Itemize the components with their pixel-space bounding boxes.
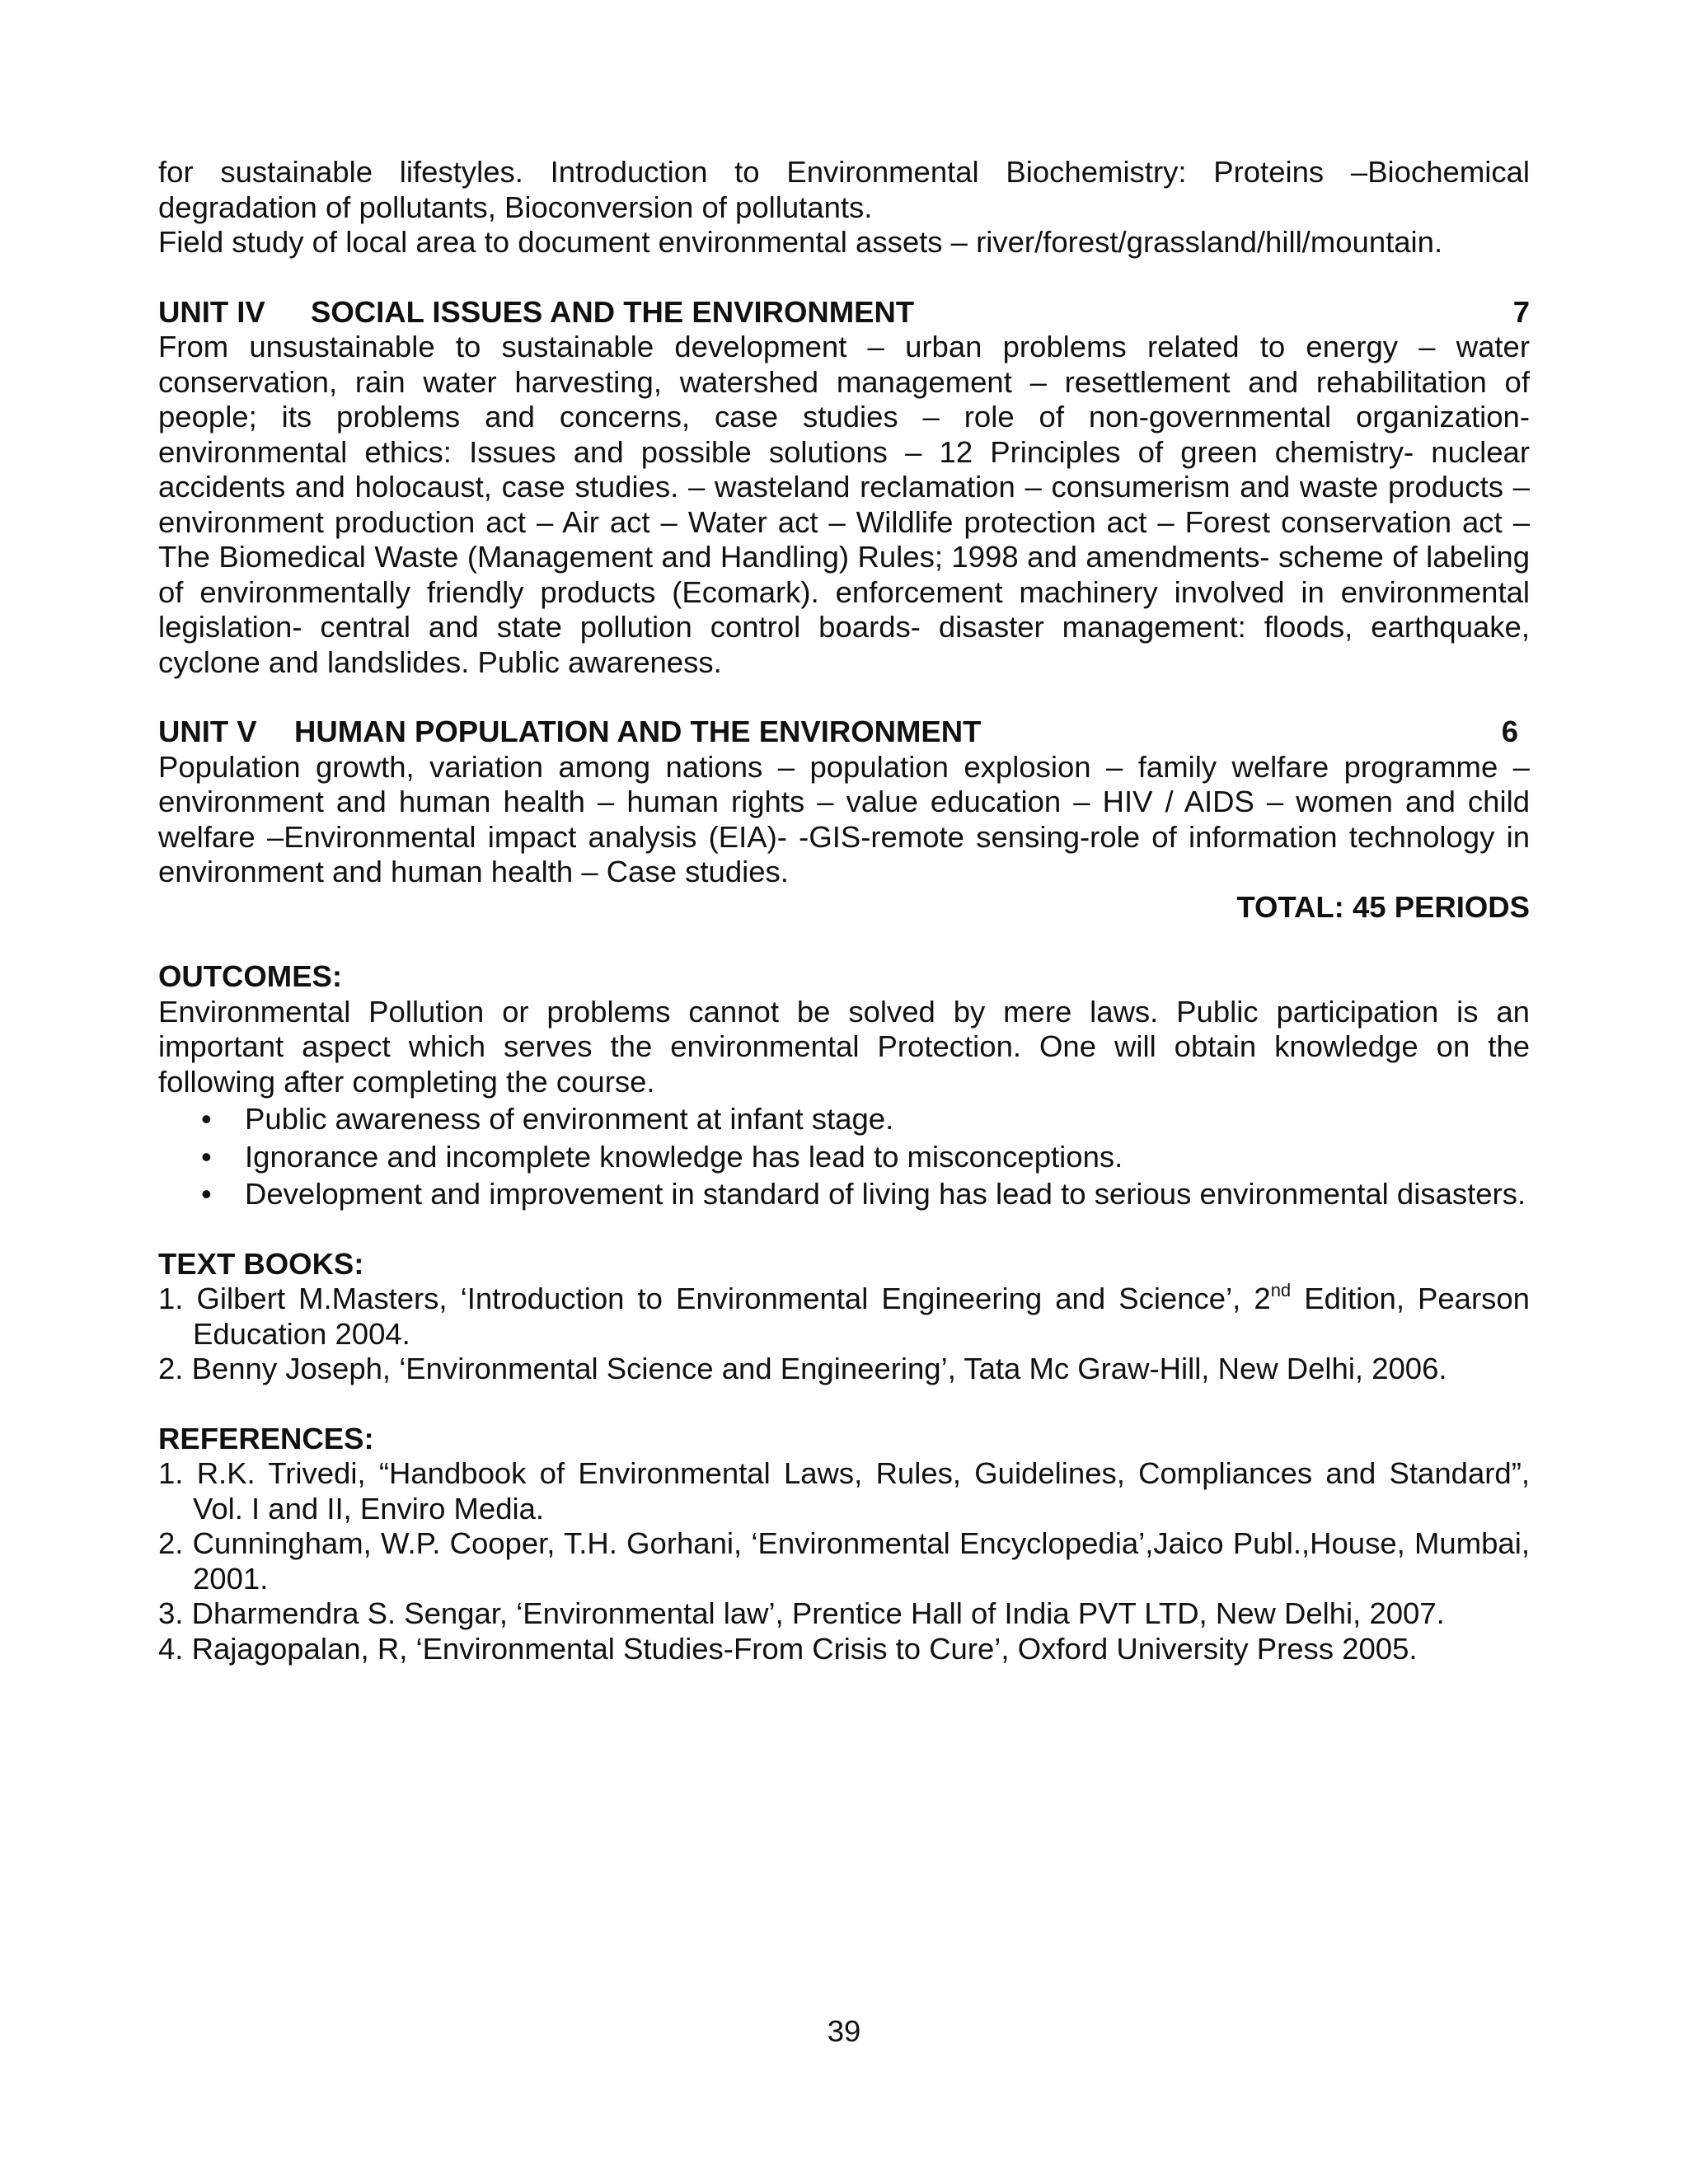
bullet-icon: • (201, 1139, 212, 1174)
outcomes-section (158, 959, 1530, 1212)
intro-paragraph: for sustainable lifestyles. Introduction to Environmental Biochemistry: Proteins –Biochemical degradation of pollutants, Bioconversion of pollutants. (158, 155, 1530, 224)
outcome-text: Public awareness of environment at infant stage. (245, 1102, 894, 1136)
outcomes-heading: OUTCOMES: (158, 959, 343, 993)
text-book-item: 2. Benny Joseph, ‘Environmental Science and Engineering’, Tata Mc Graw-Hill, New Delhi, 2006. (158, 1352, 1447, 1385)
unit-iv-section (158, 295, 1530, 681)
unit-v-body: Population growth, variation among nations – population explosion – family welfare programme – environment and human health – human rights – value education – HIV / AIDS – women and child welfare –Environmental impact analysis (EIA)- -GIS-remote sensing-role of information technology in environment and human health – Case studies. (158, 749, 1530, 888)
unit-v-title: HUMAN POPULATION AND THE ENVIRONMENT (294, 715, 982, 748)
outcomes-list (158, 1102, 1530, 1212)
outcome-item (158, 1102, 1530, 1137)
text-books-section (158, 1247, 1530, 1387)
reference-item: 4. Rajagopalan, R, ‘Environmental Studies-From Crisis to Cure’, Oxford University Press 2005. (158, 1631, 1418, 1666)
unit-iv-title: SOCIAL ISSUES AND THE ENVIRONMENT (311, 294, 915, 329)
outcome-text: Development and improvement in standard of living has lead to serious environmental disasters. (245, 1177, 1526, 1211)
bullet-icon: • (201, 1177, 212, 1211)
unit-v-label: UNIT V (158, 715, 257, 748)
unit-iv-heading (158, 295, 1530, 330)
reference-item: 1. R.K. Trivedi, “Handbook of Environmental Laws, Rules, Guidelines, Compliances and Standard”, Vol. I and II, Enviro Media. (158, 1456, 1530, 1526)
reference-item: 2. Cunningham, W.P. Cooper, T.H. Gorhani, ‘Environmental Encyclopedia’,Jaico Publ.,House, Mumbai, 2001. (158, 1526, 1530, 1596)
text-books-list (158, 1279, 1530, 1387)
text-book-1-part-a: 1. Gilbert M.Masters, ‘Introduction to Environmental Engineering and Science’, 2 (158, 1282, 1271, 1315)
text-book-1-part-b: Edition, Pearson Education 2004. (193, 1282, 1530, 1351)
total-periods: TOTAL: 45 PERIODS (1236, 889, 1530, 924)
page-content (158, 155, 1530, 1666)
unit-iv-body: From unsustainable to sustainable development – urban problems related to energy – water conservation, rain water harvesting, watershed management – resettlement and rehabilitation of people; its problems and concerns, case studies – role of non-governmental organization- environmental ethics: Issues and possible solutions – 12 Principles of green chemistry- nuclear accidents and holocaust, case studies. – wasteland reclamation – consumerism and waste products – environment production act – Air act – Water act – Wildlife protection act – Forest conservation act – The Biomedical Waste (Management and Handling) Rules; 1998 and amendments- scheme of labeling of environmentally friendly products (Ecomark). enforcement machinery involved in environmental legislation- central and state pollution control boards- disaster management: floods, earthquake, cyclone and landslides. Public awareness. (158, 330, 1530, 679)
unit-iv-title-group (158, 295, 914, 330)
unit-iv-label: UNIT IV (158, 294, 265, 329)
unit-v-periods: 6 (1501, 715, 1518, 748)
unit-v-heading (158, 715, 1530, 750)
unit-v-section (158, 715, 1530, 925)
outcomes-intro: Environmental Pollution or problems cannot be solved by mere laws. Public participation is an important aspect which serves the environmental Protection. One will obtain knowledge on the following after completing the course. (158, 994, 1530, 1099)
unit-v-title-group (158, 715, 981, 750)
outcome-text: Ignorance and incomplete knowledge has lead to misconceptions. (245, 1139, 1123, 1174)
references-list (158, 1456, 1530, 1666)
bullet-icon: • (201, 1102, 212, 1136)
reference-item: 3. Dharmendra S. Sengar, ‘Environmental law’, Prentice Hall of India PVT LTD, New Delhi, 2007. (158, 1596, 1445, 1630)
references-heading: REFERENCES: (158, 1421, 374, 1455)
unit-iv-periods: 7 (1512, 294, 1530, 329)
references-section (158, 1422, 1530, 1667)
text-book-item (158, 1279, 1530, 1352)
outcome-item (158, 1140, 1530, 1175)
text-book-1-superscript: nd (1270, 1279, 1292, 1301)
field-study-line: Field study of local area to document environmental assets – river/forest/grassland/hill/mountain. (158, 225, 1443, 259)
text-books-heading: TEXT BOOKS: (158, 1246, 364, 1281)
outcome-item (158, 1177, 1530, 1212)
page-number: 39 (827, 2014, 861, 2048)
